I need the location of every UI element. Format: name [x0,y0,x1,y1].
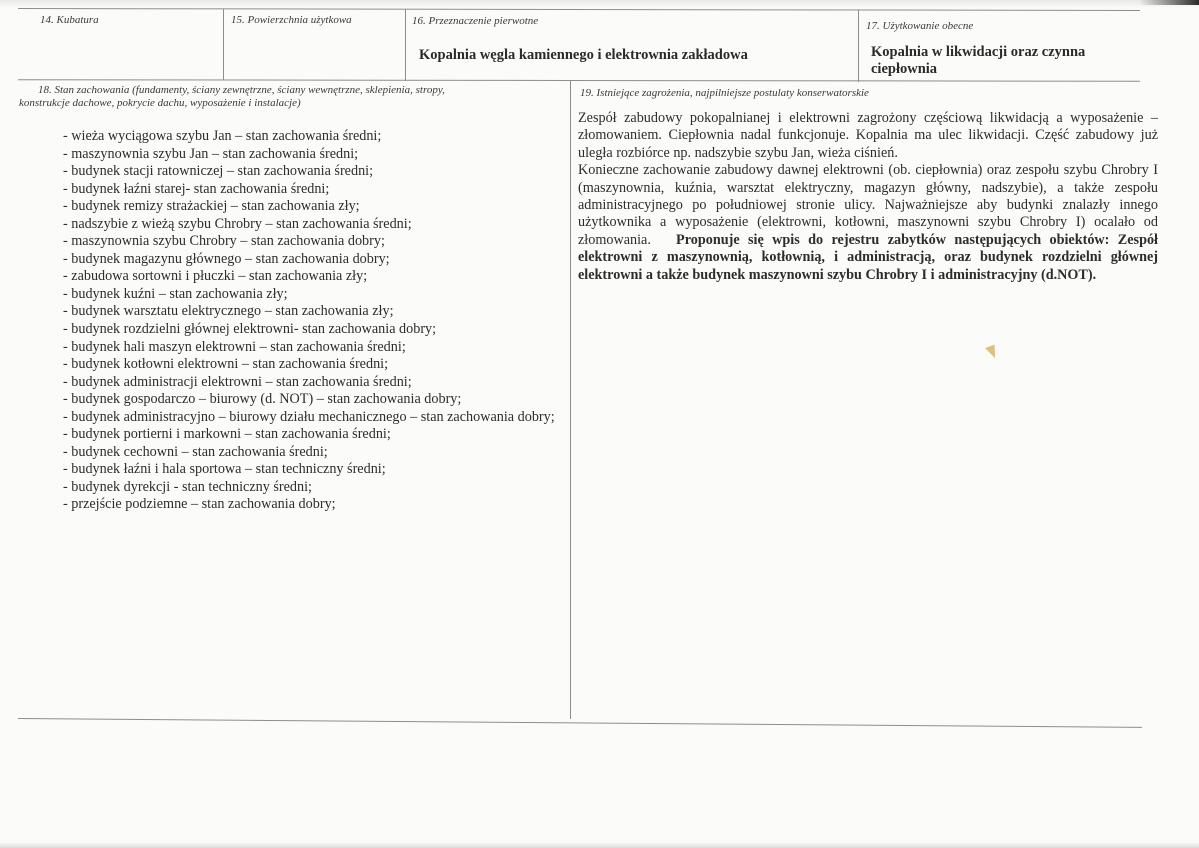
divider-14-15 [223,9,224,80]
divider-16-17 [858,10,859,82]
zagrozenia-paragraph-2-text: Konieczne zachowanie zabudowy dawnej elektrowni (ob. ciepłownia) oraz zespołu szybu Chrobry I (maszynownia, kuźnia, warsztat elektryczny, magazyn główny, nadszybie), a także zespołu administracyjnego po południowej stronie ulicy. Najważniejsze aby budynki znalazły innego użytkownika a wyposażenie (elektrowni, kotłowni, maszynowni szybu Chrobry I) ocalało od złomowania. [578,162,1158,248]
condition-item: - budynek rozdzielni głównej elektrowni- stan zachowania dobry; [63,321,437,338]
zagrozenia-paragraph-1: Zespół zabudowy pokopalnianej i elektrowni zagrożony częściową likwidacją a wyposażenie – złomowaniem. Ciepłownia nadal funkcjonuje. Kopalnia ma ulec likwidacji. Część zabudowy już uległa rozbiórce np. nadszybie szybu Jan, wieża ciśnień. [578,110,1158,161]
row1-bottom-border [18,79,1140,82]
condition-item: - wieża wyciągowa szybu Jan – stan zachowania średni; [63,128,382,144]
condition-item: - budynek łaźni starej- stan zachowania średni; [63,180,330,197]
condition-item: - budynek hali maszyn elektrowni – stan zachowania średni; [63,338,406,355]
stan-zachowania-list [63,128,563,514]
condition-item: - budynek dyrekcji - stan techniczny średni; [63,478,312,495]
condition-item: - budynek administracyjno – biurowy działu mechanicznego – stan zachowania dobry; [63,408,555,425]
scan-bottom-shadow [0,842,1199,848]
paper-stain [985,345,999,361]
condition-item: - budynek kuźni – stan zachowania zły; [63,285,288,302]
condition-item: - przejście podziemne – stan zachowania dobry; [63,496,336,513]
stan-zachowania-label-line1: 18. Stan zachowania (fundamenty, ściany zewnętrzne, ściany wewnętrzne, sklepienia, stropy, [38,84,445,96]
condition-item: - budynek stacji ratowniczej – stan zachowania średni; [63,163,374,180]
uzytkowanie-value-line2: ciepłownia [871,61,938,77]
zagrozenia-text [578,110,1158,284]
condition-item: - budynek kotłowni elektrowni – stan zachowania średni; [63,356,389,373]
scan-top-shadow [0,0,1199,8]
condition-item: - budynek portierni i markowni – stan zachowania średni; [63,426,391,443]
powierzchnia-label: 15. Powierzchnia użytkowa [231,14,352,26]
condition-item: - budynek magazynu głównego – stan zachowania dobry; [63,250,390,267]
condition-item: - nadszybie z wieżą szybu Chrobry – stan zachowania średni; [63,215,412,232]
condition-item: - budynek warsztatu elektrycznego – stan zachowania zły; [63,303,394,320]
condition-item: - budynek remizy strażackiej – stan zachowania zły; [63,198,360,215]
condition-item: - budynek cechowni – stan zachowania średni; [63,443,328,460]
divider-15-16 [405,9,406,81]
zagrozenia-label: 19. Istniejące zagrożenia, najpilniejsze postulaty konserwatorskie [580,87,869,99]
przeznaczenie-label: 16. Przeznaczenie pierwotne [412,15,539,27]
scan-corner-shadow [1139,0,1199,5]
condition-item: - budynek łaźni i hala sportowa – stan techniczny średni; [63,461,386,478]
zagrozenia-proposal: Proponuje się wpis do rejestru zabytków następujących obiektów: Zespół elektrowni z maszynownią, kotłownią, i administracją, oraz budynek rozdzielni głównej elektrowni a także budynek maszynowni szybu Chrobry I i administracyjny (d.NOT). [578,231,1158,283]
condition-item: - zabudowa sortowni i płuczki – stan zachowania zły; [63,268,368,285]
table-bottom-border [18,718,1142,728]
zagrozenia-paragraph-2 [578,162,1158,284]
table-top-border [18,8,1140,11]
przeznaczenie-value: Kopalnia węgla kamiennego i elektrownia zakładowa [419,47,748,63]
uzytkowanie-label: 17. Użytkowanie obecne [866,20,974,32]
condition-item: - maszynownia szybu Jan – stan zachowania średni; [63,145,359,162]
condition-item: - maszynownia szybu Chrobry – stan zachowania dobry; [63,233,385,250]
kubatura-label: 14. Kubatura [40,14,99,26]
condition-item: - budynek gospodarczo – biurowy (d. NOT) – stan zachowania dobry; [63,391,462,408]
stan-zachowania-label-line2: konstrukcje dachowe, pokrycie dachu, wyposażenie i instalacje) [19,97,301,109]
uzytkowanie-value-line1: Kopalnia w likwidacji oraz czynna [871,44,1086,60]
condition-item: - budynek administracji elektrowni – stan zachowania średni; [63,373,412,390]
divider-18-19 [570,81,571,719]
